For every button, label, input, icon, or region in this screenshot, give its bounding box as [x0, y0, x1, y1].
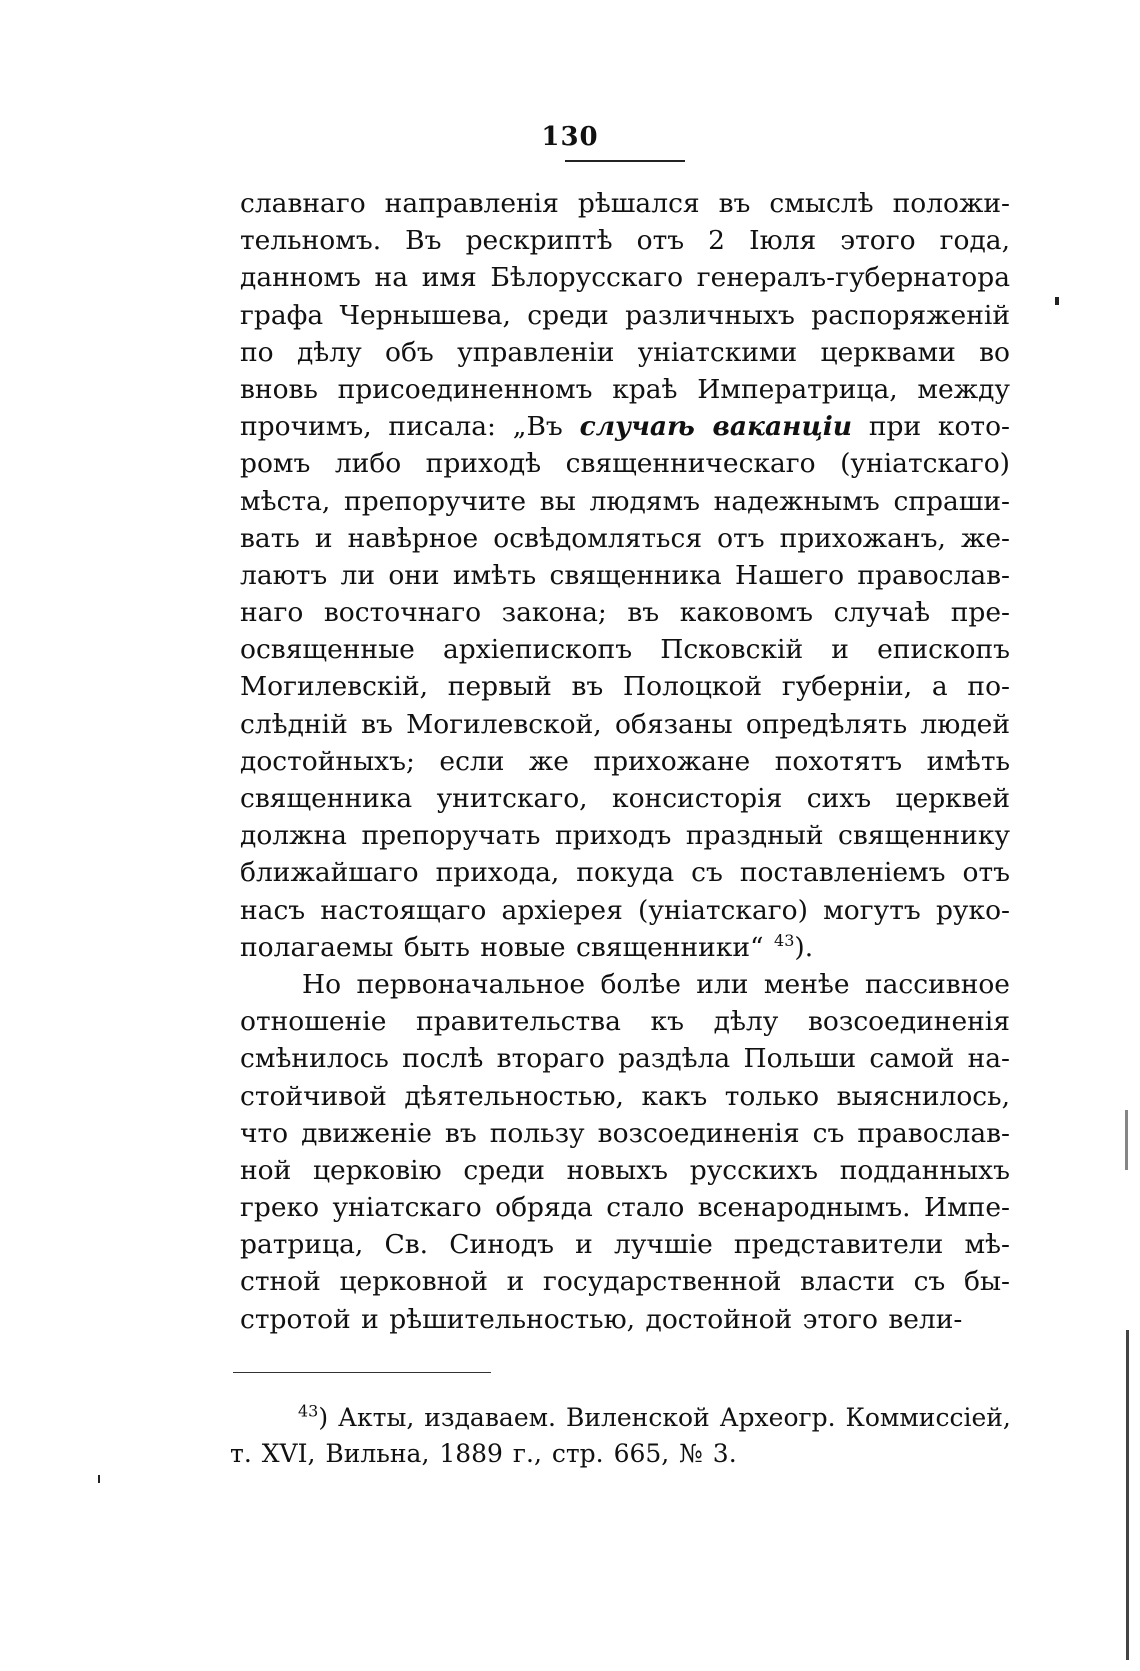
text-line: должна препоручать приходъ праздный священнику [240, 820, 1010, 852]
text-fragment: полагаемы быть новые священники“ [240, 931, 775, 963]
text-line: данномъ на имя Бѣлорусскаго генералъ-губернатора [240, 262, 1010, 294]
text-line [240, 929, 1010, 966]
text-line: стротой и рѣшительностью, достойной этого вели- [240, 1303, 963, 1335]
body-text [240, 185, 1010, 1338]
text-line: по дѣлу объ управленіи уніатскими церквами во [240, 336, 1010, 368]
text-line: освященные архіепископъ Псковскій и епископъ [240, 634, 1010, 666]
text-line: Но первоначальное болѣе или менѣе пассивное [302, 968, 1010, 1000]
text-line: мѣста, препоручите вы людямъ надежнымъ спраши- [240, 485, 1010, 517]
text-fragment: при кото- [852, 411, 1010, 443]
footnote-line-2: т. XVI, Вильна, 1889 г., стр. 665, № 3. [230, 1439, 737, 1468]
text-line: вновь присоединенномъ краѣ Императрица, между [240, 373, 1010, 405]
text-line: смѣнилось послѣ втораго раздѣла Польши самой на- [240, 1043, 1010, 1075]
scan-edge-mark [1126, 1330, 1129, 1660]
text-line: священника унитскаго, консисторія сихъ церквей [240, 783, 1010, 814]
text-line: тельномъ. Въ рескриптѣ отъ 2 Іюля этого года, [240, 225, 1010, 257]
text-line: наго восточнаго закона; въ каковомъ случаѣ пре- [240, 597, 1010, 629]
footnote [230, 1400, 1010, 1472]
text-line: отношеніе правительства къ дѣлу возсоединенія [240, 1006, 1010, 1038]
text-line: вать и навѣрное освѣдомляться отъ прихожанъ, же- [240, 522, 1010, 554]
footnote-reference: 43 [774, 930, 795, 950]
text-line: достойныхъ; если же прихожане похотятъ имѣть [240, 745, 1010, 777]
scan-speck [98, 1475, 100, 1483]
text-line: Могилевскій, первый въ Полоцкой губерніи, а по- [240, 671, 1010, 703]
text-line: графа Чернышева, среди различныхъ распоряженій [240, 299, 1010, 331]
text-line: славнаго направленія рѣшался въ смыслѣ положи- [240, 188, 1010, 219]
text-line: слѣдній въ Могилевской, обязаны опредѣлять людей [240, 708, 1010, 740]
footnote-line-1 [230, 1400, 1010, 1436]
text-fragment: прочимъ, писала: „Въ [240, 411, 580, 443]
footnote-text-1: ) Акты, издаваем. Виленской Археогр. Коммиссіей, [318, 1403, 1011, 1432]
text-fragment: ). [794, 931, 814, 963]
text-line: ближайшаго прихода, покуда съ поставленіемъ отъ [240, 857, 1010, 889]
text-line: стной церковной и государственной власти съ бы- [240, 1266, 1010, 1298]
text-line: стойчивой дѣятельностью, какъ только выяснилось, [240, 1080, 1010, 1112]
scan-speck [1055, 297, 1059, 305]
text-line: что движеніе въ пользу возсоединенія съ православ- [240, 1117, 1010, 1149]
text-line [240, 408, 1010, 445]
text-line: лаютъ ли они имѣть священника Нашего православ- [240, 559, 1010, 591]
text-line: греко уніатскаго обряда стало всенароднымъ. Импе- [240, 1192, 1010, 1224]
text-line: насъ настоящаго архіерея (уніатскаго) могутъ руко- [240, 894, 1010, 926]
footnote-separator [233, 1372, 491, 1373]
text-line: ромъ либо приходѣ священническаго (уніатскаго) [240, 448, 1010, 480]
footnote-marker: 43 [298, 1401, 319, 1421]
emphasized-text: случаѣ ваканціи [579, 411, 853, 443]
scan-edge-mark [1125, 1110, 1128, 1170]
text-line: ной церковію среди новыхъ русскихъ подданныхъ [240, 1154, 1010, 1186]
text-line: ратрица, Св. Синодъ и лучшіе представители мѣ- [240, 1229, 1010, 1261]
page-number-rule [565, 160, 685, 162]
page-number: 130 [541, 122, 599, 152]
